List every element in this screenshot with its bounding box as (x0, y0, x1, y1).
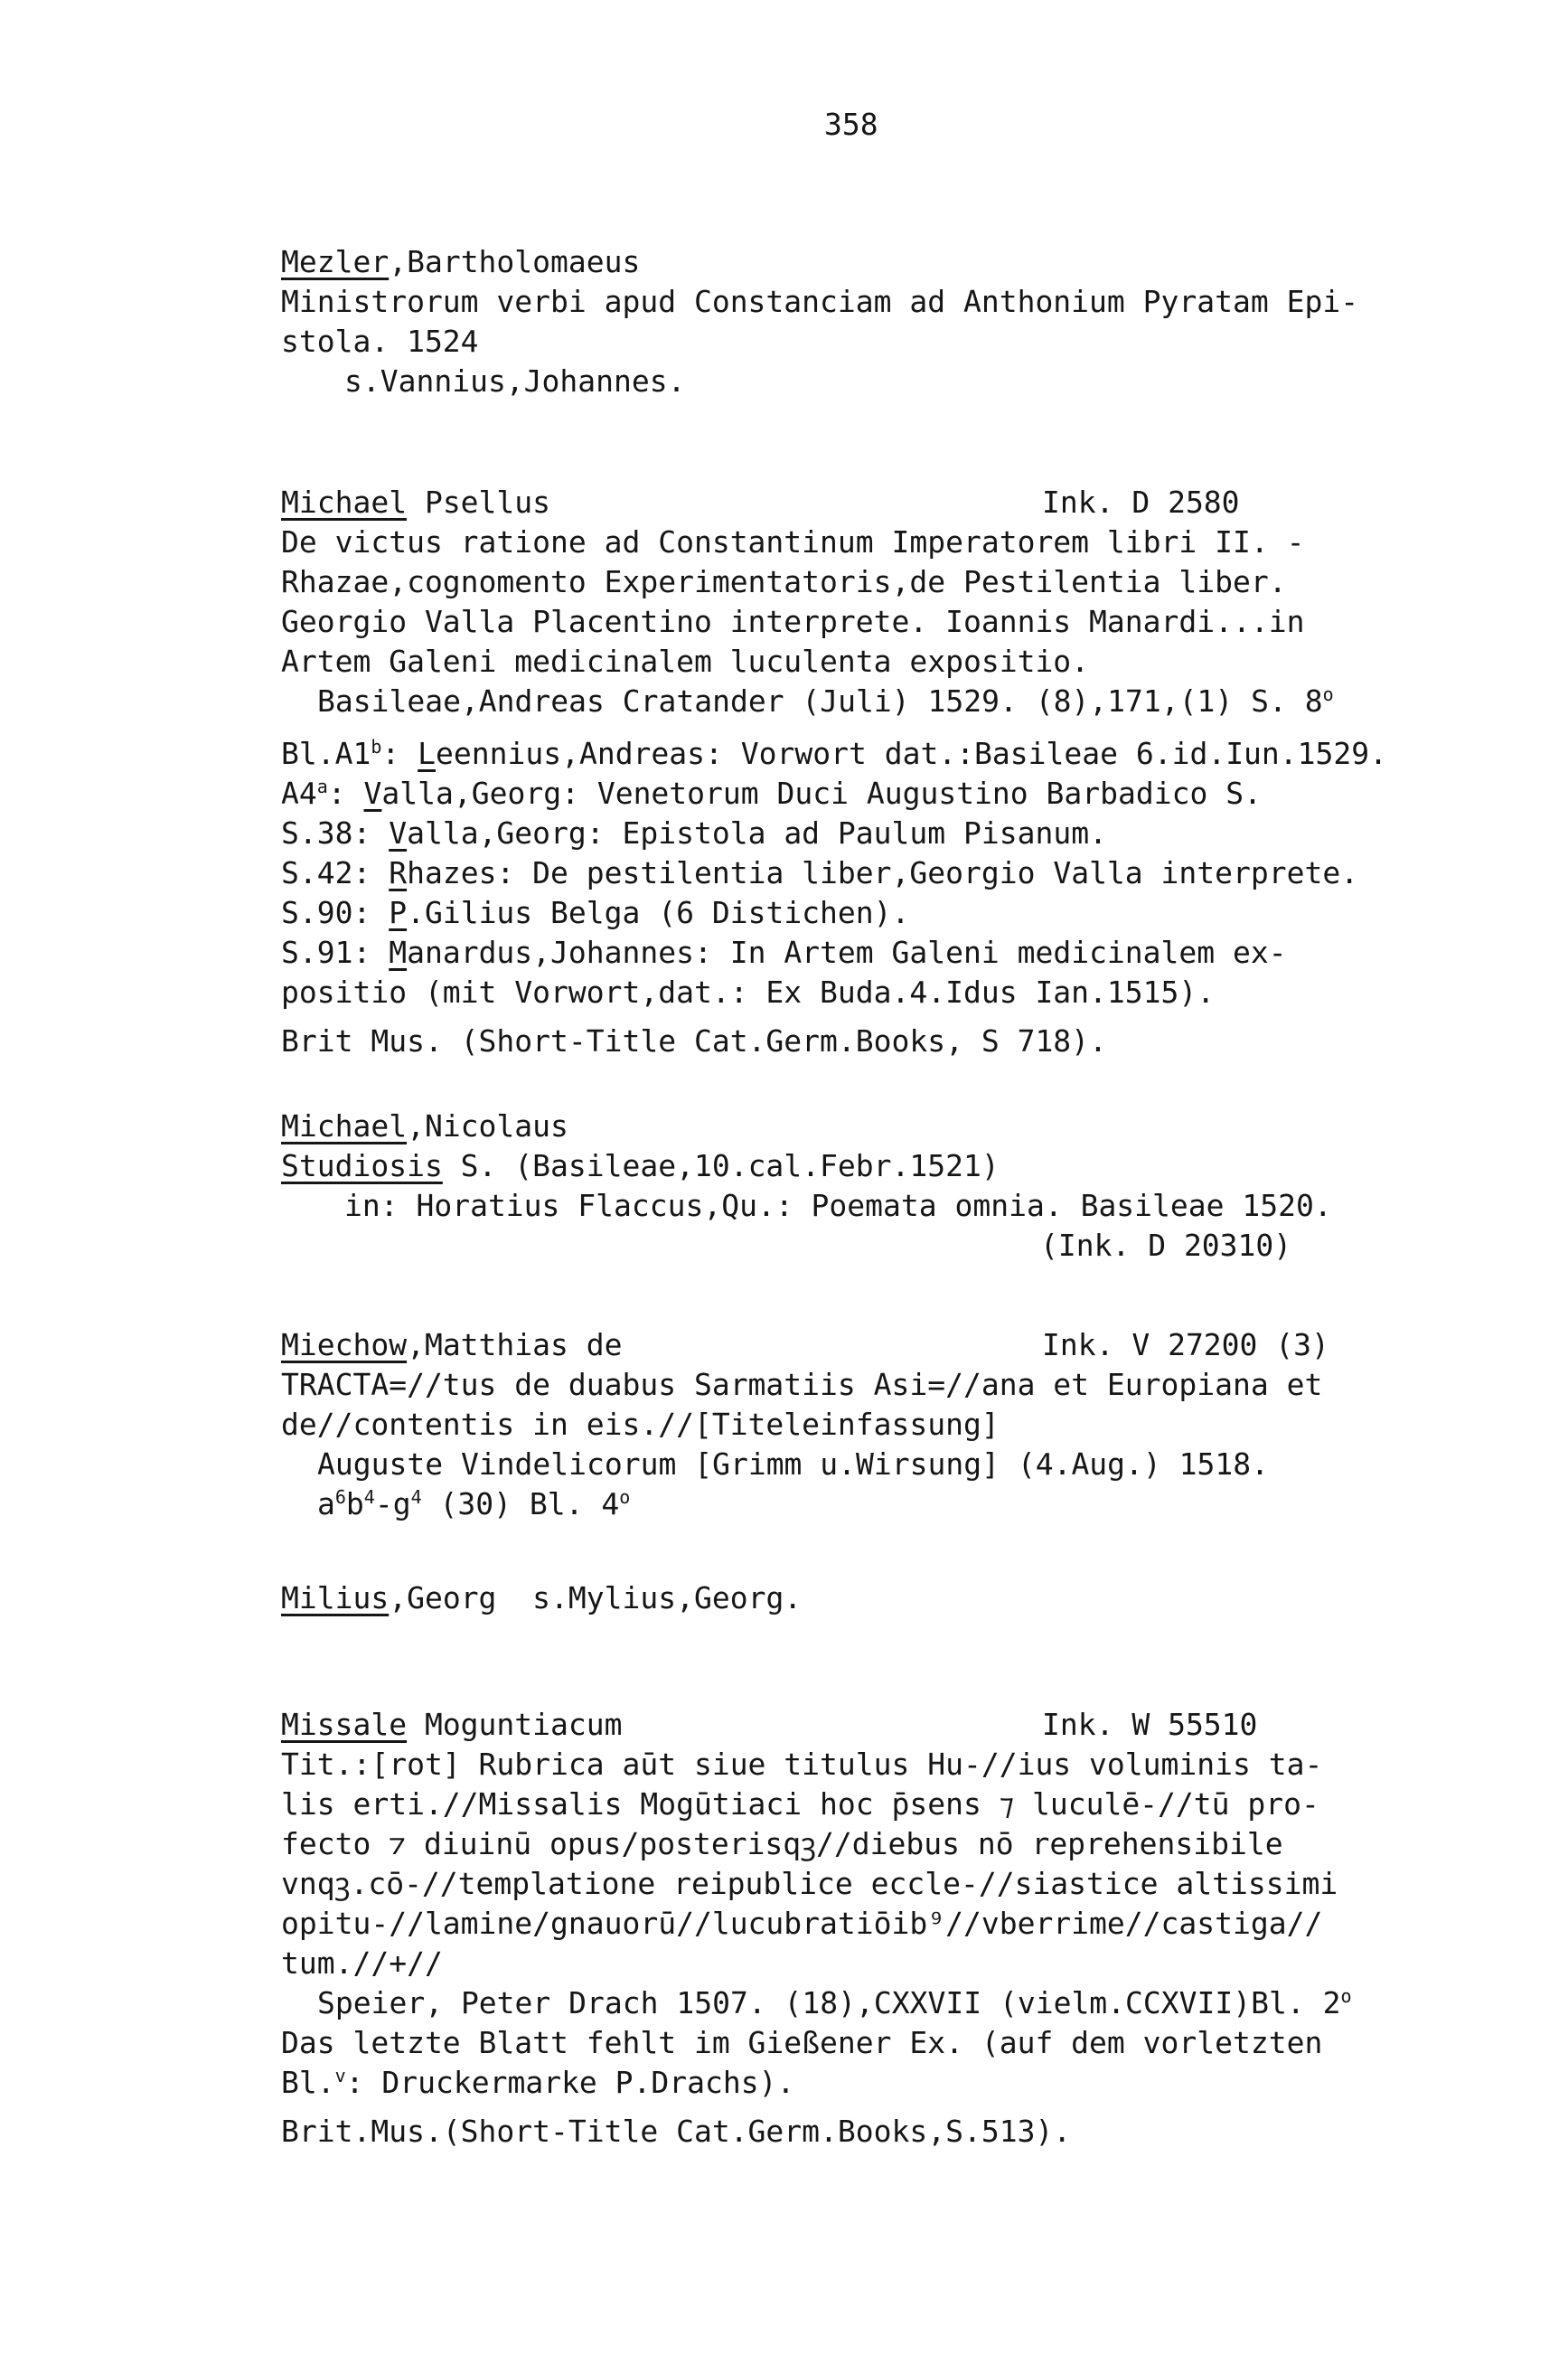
author-forename: ,Bartholomaeus (389, 244, 641, 279)
author-forename: Moguntiacum (407, 1707, 623, 1742)
contents-line: A4$^a$: Valla,Georg: Venetorum Duci Augustino Barbadico S. (281, 776, 1262, 811)
title-line: tum.//+// (281, 1945, 443, 1981)
imprint-line: Auguste Vindelicorum [Grimm u.Wirsung] (4.Aug.) 1518. (317, 1446, 1269, 1482)
entry-heading (281, 1578, 1474, 1618)
note-line: Bl.$^v$: Druckermarke P.Drachs). (281, 2065, 795, 2100)
library-reference: Brit.Mus.(Short-Title Cat.Germ.Books,S.513). (281, 2114, 1072, 2149)
title-line: Ministrorum verbi apud Constanciam ad Anthonium Pyratam Epi- (281, 284, 1359, 319)
entry-psellus (281, 483, 1474, 1061)
in-reference: in: Horatius Flaccus,Qu.: Poemata omnia. Basileae 1520. (344, 1188, 1332, 1223)
author-name: Missale (281, 1707, 408, 1742)
entry-heading (281, 1705, 1474, 1745)
author-name: Michael (281, 485, 408, 520)
title-line: Studiosis S. (Basileae,10.cal.Febr.1521) (281, 1148, 1000, 1183)
title-line: Tit.:[rot] Rubrica aūt siue titulus Hu-//ius voluminis ta- (281, 1747, 1323, 1782)
title-line: Rhazae,cognomento Experimentatoris,de Pestilentia liber. (281, 564, 1287, 599)
library-reference: Brit Mus. (Short-Title Cat.Germ.Books, S 718). (281, 1023, 1107, 1059)
title-line: fecto ⁊ diuinū opus/posterisqꝫ//diebus nō reprehensibile (281, 1826, 1283, 1861)
title-line: opitu-//lamine/gnauorū//lucubratiōib⁹//vberrime//castiga// (281, 1906, 1323, 1941)
author-name: Milius (281, 1580, 390, 1615)
title-line: vnqꝫ.cō-//templatione reipublice eccle-//siastice altissimi (281, 1866, 1338, 1901)
entry-milius (281, 1578, 1474, 1618)
title-line: Artem Galeni medicinalem luculenta expositio. (281, 644, 1090, 679)
entry-mezler (281, 242, 1474, 401)
contents-line: S.90: P.Gilius Belga (6 Distichen). (281, 895, 910, 930)
imprint-line: Basileae,Andreas Cratander (Juli) 1529. (8),171,(1) S. 8$^o$ (317, 683, 1334, 719)
inventory-number: Ink. V 27200 (3) (1042, 1327, 1329, 1362)
contents-line: S.91: Manardus,Johannes: In Artem Galeni medicinalem ex- (281, 935, 1287, 970)
inventory-number: Ink. D 2580 (1042, 485, 1240, 520)
author-cross-reference: ,Georg s.Mylius,Georg. (389, 1580, 803, 1615)
contents-line: S.42: Rhazes: De pestilentia liber,Georgio Valla interprete. (281, 855, 1359, 890)
note-line: Das letzte Blatt fehlt im Gießener Ex. (auf dem vorletzten (281, 2025, 1323, 2060)
title-line: Georgio Valla Placentino interprete. Ioannis Manardi...in (281, 604, 1305, 639)
title-line: lis erti.//Missalis Mogūtiaci hoc p̄sens ⁊ luculē-//tū pro- (281, 1786, 1319, 1822)
title-line: De victus ratione ad Constantinum Imperatorem libri II. - (281, 524, 1305, 560)
title-line: de//contentis in eis.//[Titeleinfassung] (281, 1407, 1000, 1442)
entry-heading (281, 1107, 1474, 1146)
entry-nicolaus (281, 1107, 1474, 1266)
title-line: TRACTA=//tus de duabus Sarmatiis Asi=//ana et Europiana et (281, 1367, 1323, 1402)
title-line: stola. 1524 (281, 324, 479, 359)
author-name: Miechow (281, 1327, 408, 1362)
cross-reference: s.Vannius,Johannes. (344, 363, 686, 399)
entry-miechow (281, 1325, 1474, 1524)
imprint-line: Speier, Peter Drach 1507. (18),CXXVII (vielm.CCXVII)Bl. 2$^o$ (317, 1985, 1352, 2020)
contents-line: S.38: Valla,Georg: Epistola ad Paulum Pisanum. (281, 815, 1107, 851)
entry-heading (281, 242, 1474, 282)
entry-missale (281, 1705, 1474, 2152)
collation-line: $a^6b^4-g^4$ (30) Bl. 4$^o$ (317, 1486, 631, 1521)
author-name: Michael (281, 1108, 408, 1144)
author-name: Mezler (281, 244, 390, 279)
entry-heading (281, 1325, 1474, 1365)
contents-line: positio (mit Vorwort,dat.: Ex Buda.4.Idus Ian.1515). (281, 975, 1216, 1010)
inventory-number: Ink. W 55510 (1042, 1707, 1258, 1742)
author-forename: ,Nicolaus (407, 1108, 568, 1144)
contents-line: Bl.A1$^b$: Leennius,Andreas: Vorwort dat.:Basileae 6.id.Iun.1529. (281, 736, 1388, 771)
inventory-line (281, 1226, 1474, 1266)
author-forename: ,Matthias de (407, 1327, 623, 1362)
entry-heading (281, 483, 1474, 523)
inventory-number: (Ink. D 20310) (1040, 1228, 1292, 1263)
page-number: 358 (824, 107, 878, 142)
author-forename: Psellus (407, 485, 551, 520)
